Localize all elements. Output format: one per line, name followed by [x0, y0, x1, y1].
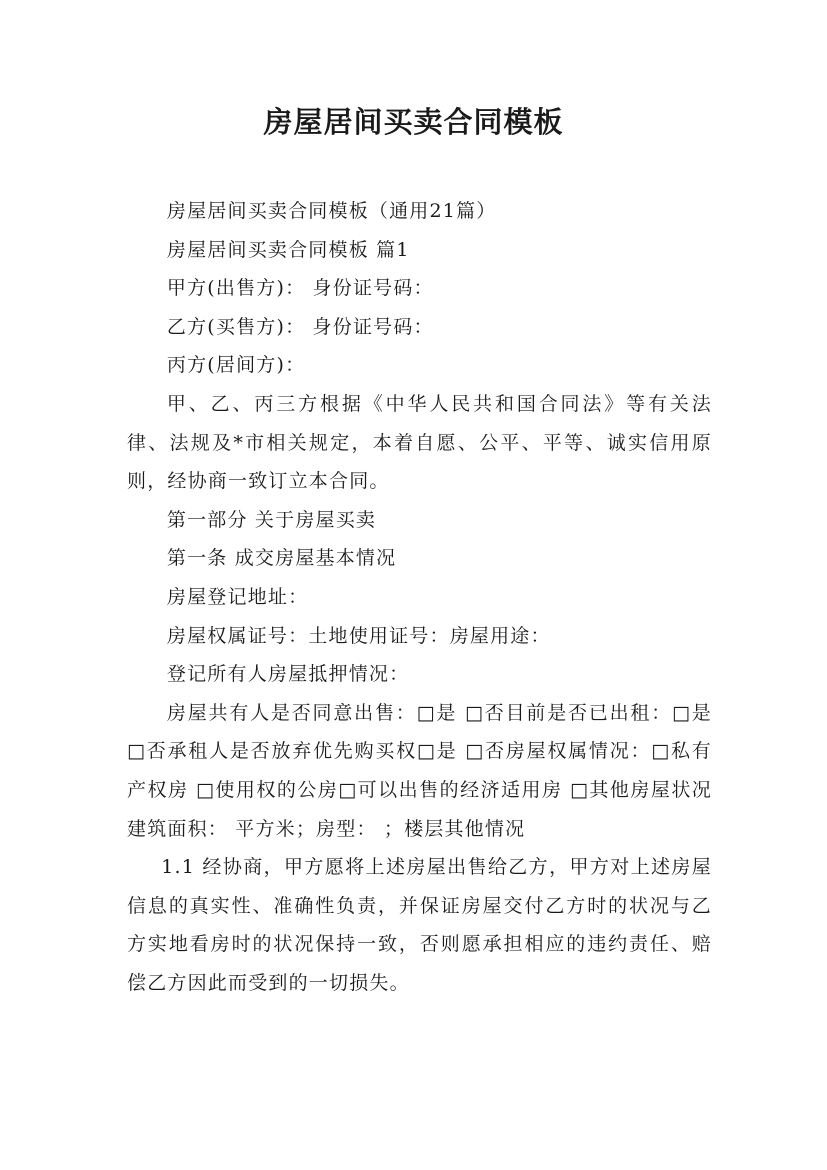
- paragraph-party-a: 甲方(出售方)： 身份证号码：: [166, 277, 434, 300]
- paragraph-certificate-numbers: 房屋权属证号：土地使用证号：房屋用途：: [166, 624, 551, 647]
- document-title: 房屋居间买卖合同模板: [263, 105, 564, 139]
- paragraph-registered-address: 房屋登记地址：: [166, 585, 309, 608]
- paragraph-clause-1-1: 1.1 经协商，甲方愿将上述房屋出售给乙方，甲方对上述房屋信息的真实性、准确性负责，并保证房屋交付乙方时的状况与乙方实地看房时的状况保持一致，否则愿承担相应的违约责任、赔偿乙方因此而受到的一切损失。: [127, 856, 712, 994]
- paragraph-party-c: 丙方(居间方)：: [166, 354, 306, 377]
- paragraph-mortgage-status: 登记所有人房屋抵押情况：: [166, 663, 410, 686]
- paragraph-property-status: 房屋共有人是否同意出售：□是 □否目前是否已出租：□是 □否承租人是否放弃优先购买权□是 □否房屋权属情况：□私有产权房 □使用权的公房□可以出售的经济适用房 □其他房屋状况建筑面积： 平方米；房型： ；楼层其他情况: [127, 701, 712, 840]
- paragraph-party-b: 乙方(买售方)： 身份证号码：: [166, 315, 434, 338]
- paragraph-part-one-heading: 第一部分 关于房屋买卖: [166, 508, 377, 531]
- paragraph-preamble: 甲、乙、丙三方根据《中华人民共和国合同法》等有关法律、法规及*市相关规定，本着自愿、公平、平等、诚实信用原则，经协商一致订立本合同。: [127, 392, 712, 493]
- paragraph-article-one-heading: 第一条 成交房屋基本情况: [166, 547, 397, 570]
- paragraph-section-heading: 房屋居间买卖合同模板 篇1: [166, 238, 410, 261]
- paragraph-subtitle: 房屋居间买卖合同模板（通用21篇）: [166, 200, 497, 222]
- document-body: [127, 192, 712, 1002]
